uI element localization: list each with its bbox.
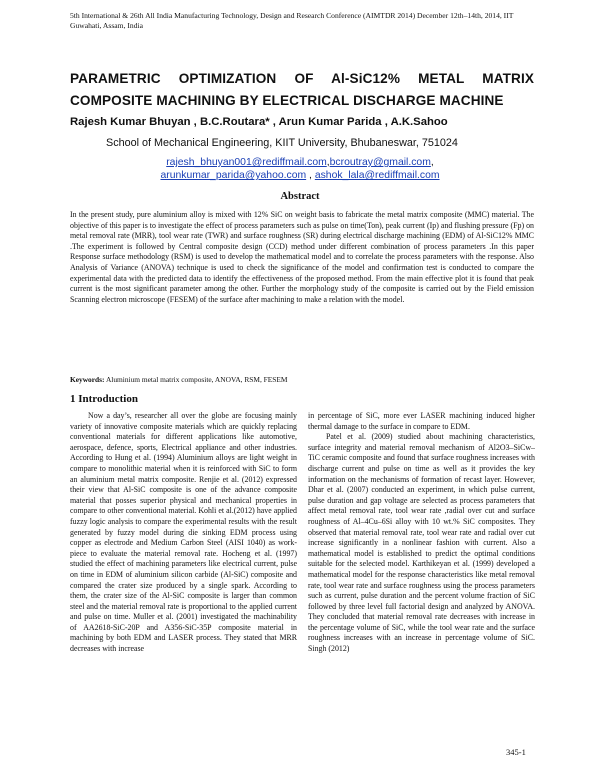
right-column	[308, 411, 535, 655]
email-link-2[interactable]: bcroutray@gmail.com	[329, 157, 431, 168]
left-column	[70, 411, 297, 655]
title-line-1: PARAMETRIC OPTIMIZATION OF Al-SiC12% METAL MATRIX	[70, 71, 534, 86]
section-heading-introduction: 1 Introduction	[70, 393, 138, 405]
author-list: Rajesh Kumar Bhuyan , B.C.Routara* , Arun Kumar Parida , A.K.Sahoo	[70, 116, 448, 128]
keywords-label: Keywords:	[70, 375, 105, 384]
page-number: 345-1	[506, 747, 526, 757]
keywords	[70, 375, 534, 385]
email-list	[0, 156, 600, 182]
conference-header: 5th International & 26th All India Manufacturing Technology, Design and Research Conference (AIMTDR 2014) December 12th–14th, 2014, IIT Guwahati, Assam, India	[70, 11, 514, 30]
email-separator: ,	[306, 170, 315, 181]
body-paragraph: Now a day’s, researcher all over the globe are focusing mainly variety of innovative composite materials which are quickly replacing conventional materials for different applications like automotive, aerospace, defence, sports, Electrical appliance and other industries. According to Hung et al. (1994) Aluminium alloys are light weight in compare to monolithic material when it is reinforced with SiC to form an aluminium metal matrix composite. Renjie et al. (2012) expressed their view that Al-SiC composite is one of the advance composite material that posses superior physical and mechanical properties in compare to other conventional material. Kohli et al.(2012) have applied fuzzy logic analysis to compare the experimental results with the result generated by fuzzy model during die sinking EDM process using copper as electrode and Medium Carbon Steel (AISI 1040) as work-piece to evaluate the material removal rate. Hocheng et al. (1997) studied the effect of machining parameters like electrical current, pulse on time in EDM of aluminium silicon carbide (Al-SiC) composite and compared the crater size produced by a single spark. According to them, the crater size of the Al-SiC composite is larger than common steel and the material removal rate is proportional to the applied current and pulse on time. Muller et al. (2001) investigated the machinability of AA2618-SiC-20P and A356-SiC-35P composite material in machining by both EDM and LASER process. They stated that MRR decreases with increase	[70, 411, 297, 654]
email-link-4[interactable]: ashok_lala@rediffmail.com	[314, 170, 440, 181]
email-separator: ,	[430, 157, 434, 168]
affiliation: School of Mechanical Engineering, KIIT University, Bhubaneswar, 751024	[106, 137, 458, 149]
email-link-1[interactable]: rajesh_bhuyan001@rediffmail.com	[166, 157, 327, 168]
title-line-2: COMPOSITE MACHINING BY ELECTRICAL DISCHARGE MACHINE	[70, 93, 504, 108]
abstract-body: In the present study, pure aluminium alloy is mixed with 12% SiC on weight basis to fabricate the metal matrix composite (MMC) material. The objective of this paper is to investigate the effect of process parameters such as pulse on time(Ton), peak current (Ip) and flushing pressure (Fp) on metal removal rate (MRR), tool wear rate (TWR) and surface roughness (SR) during electrical discharge machining (EDM) of Al-SiC12% MMC .The experiment is followed by Central composite design (CCD) method under different combination of process parameters .In this paper Response surface methodology (RSM) is used to develop the mathematical model and to correlate the process parameters with the response. Also Analysis of Variance (ANOVA) technique is used to check the significance of the model and confirmation test is conducted to compare the experimental data with the predicted data to identify the effectiveness of the proposed method. From the main effective plot it is found that peak current is the most significant parameter among the other. Further the morphology study of the composite is carried out by the Field emission Scanning electron microscope (FESEM) of the surface after machining to make a relation with the model.	[70, 210, 534, 304]
email-link-3[interactable]: arunkumar_parida@yahoo.com	[160, 170, 307, 181]
keywords-text: Aluminium metal matrix composite, ANOVA, RSM, FESEM	[104, 375, 288, 384]
paper-title	[70, 68, 534, 112]
abstract-heading: Abstract	[280, 191, 320, 202]
body-paragraph: Patel et al. (2009) studied about machining characteristics, surface integrity and material removal mechanism of Al2O3–SiCw–TiC ceramic composite and found that surface roughness increases with discharge current and pulse on time as well as it provides the key information on the mechanisms of formation of recast layer. However, Dhar et al. (2007) conducted an experiment, in which pulse current, pulse duration and gap voltage are selected as process parameters that affect metal removal rate, tool wear rate ,radial over cut and surface roughness of Al–4Cu–6Si alloy with 10 wt.% SiC composites. They observed that material removal rate, tool wear rate and radial over cut increase significantly in a nonlinear fashion with current. Also a mathematical model is established to predict the optimal conditions suitable for the selected model. Karthikeyan et al. (1999) developed a mathematical model for the response characteristics like metal removal rate, tool wear rate and surface roughness using the process parameters such as current, pulse duration and the percent volume fraction of SiC followed by three level full factorial design and analyzed by ANOVA. They concluded that material removal rate decreases with increase in the percentage volume of SiC, while the tool wear rate and the surface roughness increases with an increase in percentage volume of SiC. Singh (2012)	[308, 432, 535, 654]
body-paragraph: in percentage of SiC, more ever LASER machining induced higher thermal damage to the surface in compare to EDM.	[308, 411, 535, 431]
email-separator: ,	[326, 157, 330, 168]
